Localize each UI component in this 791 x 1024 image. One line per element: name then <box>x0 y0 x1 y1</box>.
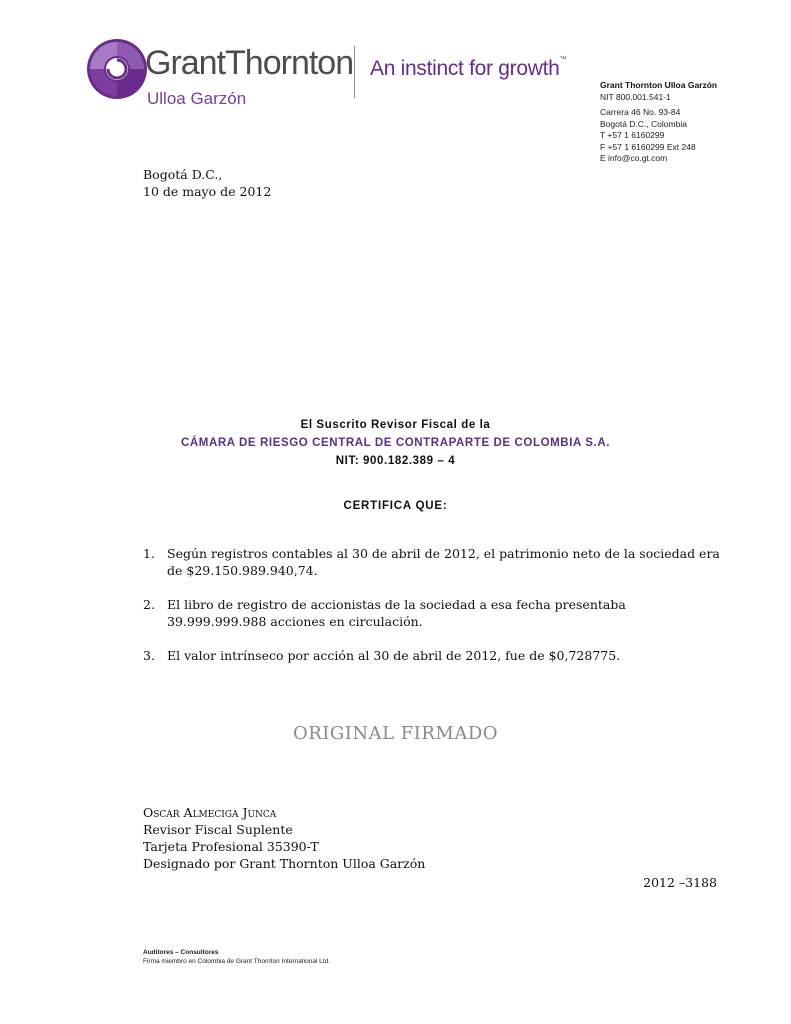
list-item <box>143 647 723 664</box>
firm-address: Carrera 46 No. 93-84 <box>600 107 681 117</box>
letter-place-date <box>143 166 271 200</box>
item-number: 3. <box>143 648 155 663</box>
letter-place: Bogotá D.C., <box>143 167 223 182</box>
document-number: 2012 –3188 <box>643 875 717 890</box>
certifica-title: CERTIFICA QUE: <box>343 500 448 512</box>
signer-designated: Designado por Grant Thornton Ulloa Garzón <box>143 856 426 871</box>
letter-date: 10 de mayo de 2012 <box>143 184 272 199</box>
heading-line1: El Suscrito Revisor Fiscal de la <box>300 419 491 431</box>
firm-contact-block <box>600 80 717 165</box>
item-number: 2. <box>143 597 155 612</box>
item-text: Según registros contables al 30 de abril de 2012, el patrimonio neto de la sociedad era de $29.150.989.940,74. <box>167 546 720 578</box>
firm-email: E info@co.gt.com <box>600 153 668 163</box>
footer-line: Firma miembro en Colombia de Grant Thornton International Ltd. <box>143 958 331 965</box>
certificate-heading <box>0 416 791 470</box>
item-text: El valor intrínseco por acción al 30 de abril de 2012, fue de $0,728775. <box>167 648 621 663</box>
item-number: 1. <box>143 546 155 561</box>
original-signed-stamp: ORIGINAL FIRMADO <box>292 723 499 744</box>
firm-phone: T +57 1 6160299 <box>600 130 665 140</box>
signer-card: Tarjeta Profesional 35390-T <box>143 839 319 854</box>
firm-name: Grant Thornton Ulloa Garzón <box>600 80 718 90</box>
brand-name: GrantThornton <box>145 44 354 82</box>
page-footer <box>143 948 330 966</box>
heading-nit: NIT: 900.182.389 – 4 <box>335 455 456 467</box>
header-divider <box>354 46 355 98</box>
footer-title: Auditores – Consultores <box>143 949 219 956</box>
firm-fax: F +57 1 6160299 Ext 248 <box>600 141 696 152</box>
signer-name: Oscar Almeciga Junca <box>143 805 277 820</box>
list-item <box>143 596 723 630</box>
signer-role: Revisor Fiscal Suplente <box>143 822 293 837</box>
firm-city: Bogotá D.C., Colombia <box>600 118 687 129</box>
brand-tagline: An instinct for growth™ <box>370 56 567 80</box>
certificate-items <box>143 545 723 681</box>
grant-thornton-logo-icon <box>86 38 148 100</box>
item-text: El libro de registro de accionistas de la sociedad a esa fecha presentaba 39.999.999.988 acciones en circulación. <box>167 597 626 629</box>
list-item <box>143 545 723 579</box>
firm-nit: NIT 800.001.541-1 <box>600 91 671 102</box>
heading-company: CÁMARA DE RIESGO CENTRAL DE CONTRAPARTE DE COLOMBIA S.A. <box>180 437 611 449</box>
signer-block <box>143 804 425 872</box>
brand-subtitle: Ulloa Garzón <box>147 89 247 108</box>
